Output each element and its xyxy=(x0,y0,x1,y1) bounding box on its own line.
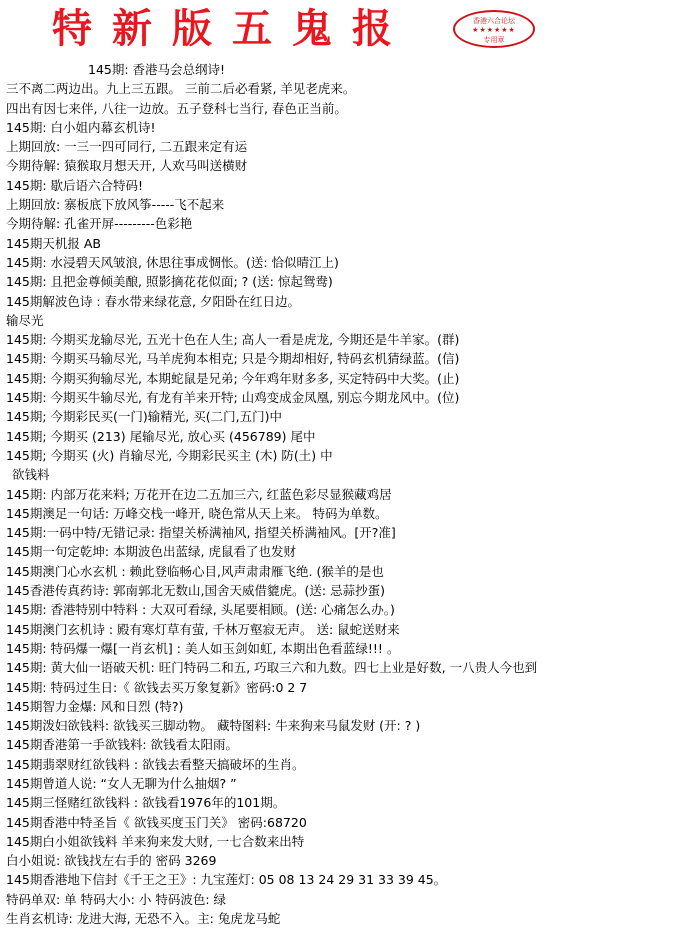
section-heading: 欲钱料 xyxy=(12,467,50,483)
text-line: 145期香港第一手欲钱料: 欲钱看太阳雨。 xyxy=(6,737,239,753)
text-line: 145期澳门玄机诗 : 殿有寒灯草有萤, 千林万壑寂无声。 送: 鼠蛇送财来 xyxy=(6,621,400,637)
text-line: 145期一句定乾坤: 本期波色出蓝绿, 虎鼠看了也发财 xyxy=(6,544,296,560)
text-line: 145期:一码中特/无错记录: 指望关桥满袖风, 指望关桥满袖风。[开?准] xyxy=(6,525,396,541)
text-line: 145期: 内部万花来料; 万花开在边二五加三六, 红蓝色彩尽显猴藏鸡居 xyxy=(6,486,392,502)
text-line: 145期白小姐欲钱料 羊来狗来发大财, 一七合数来出特 xyxy=(6,833,305,849)
text-line: 145期: 今期买狗输尽光, 本期蛇鼠是兄弟; 今年鸡年财多多, 买定特码中大奖。(止) xyxy=(6,370,460,386)
text-line: 145期; 今期买 (火) 肖输尽光, 今期彩民买主 (木) 防(土) 中 xyxy=(6,447,333,463)
text-line: 白小姐说: 欲钱找左右手的 密码 3269 xyxy=(6,853,217,869)
text-line: 今期待解: 猿猴取月想天开, 人欢马叫送横财 xyxy=(6,158,248,174)
text-line: 145期: 今期买龙输尽光, 五光十色在人生; 高人一看是虎龙, 今期还是牛羊家。(群) xyxy=(6,332,460,348)
text-line: 145期: 水浸碧天风皱浪, 休思往事成惆怅。(送: 恰似晴江上) xyxy=(6,254,339,270)
text-line: 生肖玄机诗: 龙进大海, 无恐不入。主: 兔虎龙马蛇 xyxy=(6,911,281,927)
text-line: 145期澳门心水玄机 : 赖此登临畅心目,风声肃肃雁飞绝. (猴羊的是也 xyxy=(6,563,384,579)
text-line: 145期; 今期买 (213) 尾输尽光, 放心买 (456789) 尾中 xyxy=(6,428,316,444)
seal-text-bottom: 专用章 xyxy=(483,36,505,44)
text-line: 145期曾道人说: “女人无聊为什么抽烟? ” xyxy=(6,775,237,791)
text-line: 145期; 今期彩民买(一门)输精光, 买(二门,五门)中 xyxy=(6,409,282,425)
text-line: 特码单双: 单 特码大小: 小 特码波色: 绿 xyxy=(6,891,227,907)
text-line: 145期: 歇后语六合特码! xyxy=(6,177,144,193)
text-line: 145期: 香港特别中特料 : 大双可看绿, 头尾要相顾。(送: 心痛怎么办。) xyxy=(6,602,395,618)
content-lines xyxy=(6,60,696,928)
text-line: 145期泼妇欲钱料: 欲钱买三脚动物。 藏特图料: 牛来狗来马鼠发财 (开: ? ) xyxy=(6,718,421,734)
text-line: 上期回放: 一三一四可同行, 二五跟来定有运 xyxy=(6,139,248,155)
seal-text-top: 香港六合论坛 xyxy=(473,17,515,25)
text-line: 145期三怪赌红欲钱料 : 欲钱看1976年的101期。 xyxy=(6,795,286,811)
section-heading: 输尽光 xyxy=(6,312,44,328)
text-line: 三不离二两边出。九上三五跟。 三前二后必看紧, 羊见老虎来。 xyxy=(6,81,356,97)
text-line: 145期: 今期买牛输尽光, 有龙有羊来开特; 山鸡变成金凤凰, 别忘今期龙风中。(位) xyxy=(6,390,460,406)
text-line: 145期智力金爆: 风和日烈 (特?) xyxy=(6,698,184,714)
text-line: 上期回放: 寨板底下放风筝-----飞不起来 xyxy=(6,197,225,213)
header xyxy=(0,0,696,60)
text-line: 145期: 香港马会总纲诗! xyxy=(88,62,226,77)
text-line: 145期: 黄大仙一语破天机: 旺门特码二和五, 巧取三六和九数。四七上业是好数, 一八贵人今也到 xyxy=(6,660,538,676)
seal-logo xyxy=(453,10,535,48)
text-line: 145期: 特码爆一爆[一肖玄机] : 美人如玉剑如虹, 本期出色看蓝绿!!! 。 xyxy=(6,640,400,656)
text-line: 145期: 白小姐内幕玄机诗! xyxy=(6,119,156,135)
text-line: 今期待解: 孔雀开屏---------色彩艳 xyxy=(6,216,193,232)
text-line: 145期香港地下信封《千王之王》: 九宝莲灯: 05 08 13 24 29 31 33 39 45。 xyxy=(6,872,447,888)
text-line: 145期解波色诗 : 春水带来绿花意, 夕阳卧在红日边。 xyxy=(6,293,300,309)
text-line: 145香港传真药诗: 郭南郭北无数山,国舍天威借貔虎。(送: 忌蒜抄蛋) xyxy=(6,583,385,599)
text-line: 145期天机报 AB xyxy=(6,235,101,251)
text-line: 145期: 特码过生日:《 欲钱去买万象复新》密码:0 2 7 xyxy=(6,679,308,695)
text-line: 145期: 今期买马输尽光, 马羊虎狗本相克; 只是今期却相好, 特码玄机猜绿蓝。(信) xyxy=(6,351,460,367)
seal-stars: ★★★★★★ xyxy=(472,26,516,34)
text-line: 145期香港中特圣旨《 欲钱买度玉门关》 密码:68720 xyxy=(6,814,307,830)
text-line: 四出有因七来伴, 八往一边放。五子登科七当行, 春色正当前。 xyxy=(6,100,347,116)
page-title: 特新版五鬼报 xyxy=(52,5,412,52)
text-line: 145期: 且把金尊倾美酿, 照影摘花花似面; ? (送: 惊起鸳鸯) xyxy=(6,274,333,290)
text-line: 145期翡翠财红欲钱料 : 欲钱去看整天搞破坏的生肖。 xyxy=(6,756,305,772)
text-line: 145期澳足一句话: 万峰交栈一峰开, 晓色常从天上来。 特码为单数。 xyxy=(6,505,388,521)
